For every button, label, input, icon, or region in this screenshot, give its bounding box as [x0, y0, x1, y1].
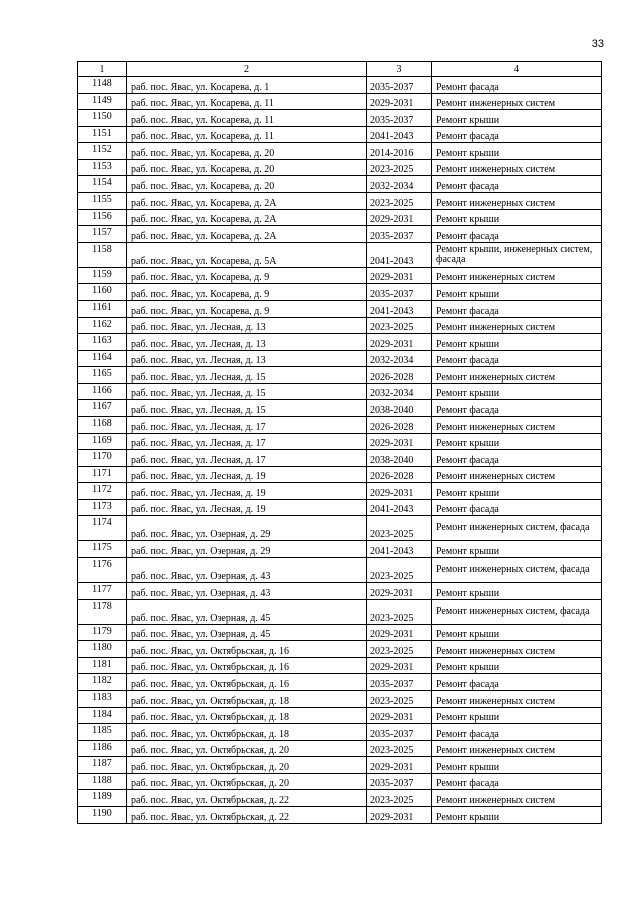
row-number-cell: 1150 [78, 110, 127, 127]
address-cell: раб. пос. Явас, ул. Озерная, д. 43 [127, 583, 367, 600]
address-cell: раб. пос. Явас, ул. Октябрьская, д. 18 [127, 707, 367, 724]
table-row [78, 724, 602, 741]
work-type-cell: Ремонт инженерных систем [432, 93, 602, 110]
work-type-cell: Ремонт фасада [432, 77, 602, 94]
years-cell: 2035-2037 [367, 724, 432, 741]
row-number-cell: 1161 [78, 300, 127, 317]
work-type-cell: Ремонт крыши [432, 806, 602, 823]
work-type-cell: Ремонт крыши [432, 209, 602, 226]
years-cell: 2023-2025 [367, 690, 432, 707]
table-row [78, 707, 602, 724]
table-row [78, 176, 602, 193]
row-number-cell: 1163 [78, 334, 127, 351]
years-cell: 2029-2031 [367, 757, 432, 774]
row-number-cell: 1173 [78, 499, 127, 516]
years-cell: 2029-2031 [367, 806, 432, 823]
table-row [78, 159, 602, 176]
row-number-cell: 1185 [78, 724, 127, 741]
address-cell: раб. пос. Явас, ул. Косарева, д. 9 [127, 284, 367, 301]
address-cell: раб. пос. Явас, ул. Косарева, д. 2А [127, 193, 367, 210]
years-cell: 2026-2028 [367, 466, 432, 483]
row-number-cell: 1154 [78, 176, 127, 193]
table-row [78, 433, 602, 450]
table-row [78, 466, 602, 483]
address-cell: раб. пос. Явас, ул. Лесная, д. 13 [127, 334, 367, 351]
table-row [78, 226, 602, 243]
work-type-cell: Ремонт инженерных систем [432, 690, 602, 707]
row-number-cell: 1153 [78, 159, 127, 176]
years-cell: 2032-2034 [367, 383, 432, 400]
years-cell: 2023-2025 [367, 516, 432, 541]
years-cell: 2023-2025 [367, 558, 432, 583]
row-number-cell: 1187 [78, 757, 127, 774]
work-type-cell: Ремонт инженерных систем [432, 641, 602, 658]
work-type-cell: Ремонт фасада [432, 226, 602, 243]
years-cell: 2035-2037 [367, 77, 432, 94]
years-cell: 2041-2043 [367, 300, 432, 317]
years-cell: 2029-2031 [367, 93, 432, 110]
work-type-cell: Ремонт крыши [432, 143, 602, 160]
work-type-cell: Ремонт фасада [432, 773, 602, 790]
row-number-cell: 1168 [78, 416, 127, 433]
address-cell: раб. пос. Явас, ул. Лесная, д. 17 [127, 433, 367, 450]
address-cell: раб. пос. Явас, ул. Косарева, д. 11 [127, 93, 367, 110]
row-number-cell: 1180 [78, 641, 127, 658]
years-cell: 2032-2034 [367, 176, 432, 193]
years-cell: 2029-2031 [367, 707, 432, 724]
work-type-cell: Ремонт инженерных систем [432, 416, 602, 433]
address-cell: раб. пос. Явас, ул. Озерная, д. 45 [127, 599, 367, 624]
address-cell: раб. пос. Явас, ул. Октябрьская, д. 18 [127, 724, 367, 741]
address-cell: раб. пос. Явас, ул. Лесная, д. 13 [127, 317, 367, 334]
address-cell: раб. пос. Явас, ул. Лесная, д. 15 [127, 367, 367, 384]
table-row [78, 242, 602, 267]
work-type-cell: Ремонт крыши [432, 707, 602, 724]
work-type-cell: Ремонт фасада [432, 126, 602, 143]
years-cell: 2023-2025 [367, 193, 432, 210]
row-number-cell: 1166 [78, 383, 127, 400]
address-cell: раб. пос. Явас, ул. Косарева, д. 9 [127, 300, 367, 317]
address-cell: раб. пос. Явас, ул. Октябрьская, д. 16 [127, 674, 367, 691]
work-type-cell: Ремонт фасада [432, 400, 602, 417]
address-cell: раб. пос. Явас, ул. Озерная, д. 43 [127, 558, 367, 583]
years-cell: 2029-2031 [367, 334, 432, 351]
address-cell: раб. пос. Явас, ул. Лесная, д. 15 [127, 400, 367, 417]
row-number-cell: 1160 [78, 284, 127, 301]
address-cell: раб. пос. Явас, ул. Октябрьская, д. 18 [127, 690, 367, 707]
column-header-3: 3 [367, 62, 432, 77]
table-row [78, 674, 602, 691]
row-number-cell: 1158 [78, 242, 127, 267]
table-row [78, 367, 602, 384]
row-number-cell: 1178 [78, 599, 127, 624]
address-cell: раб. пос. Явас, ул. Октябрьская, д. 16 [127, 657, 367, 674]
address-cell: раб. пос. Явас, ул. Октябрьская, д. 22 [127, 790, 367, 807]
work-type-cell: Ремонт инженерных систем, фасада [432, 516, 602, 541]
years-cell: 2041-2043 [367, 499, 432, 516]
work-type-cell: Ремонт инженерных систем, фасада [432, 599, 602, 624]
address-cell: раб. пос. Явас, ул. Лесная, д. 17 [127, 450, 367, 467]
column-header-1: 1 [78, 62, 127, 77]
address-cell: раб. пос. Явас, ул. Озерная, д. 45 [127, 624, 367, 641]
table-row [78, 757, 602, 774]
table-row [78, 93, 602, 110]
table-row [78, 516, 602, 541]
work-type-cell: Ремонт крыши [432, 433, 602, 450]
row-number-cell: 1156 [78, 209, 127, 226]
table-row [78, 624, 602, 641]
column-header-2: 2 [127, 62, 367, 77]
row-number-cell: 1155 [78, 193, 127, 210]
years-cell: 2026-2028 [367, 367, 432, 384]
row-number-cell: 1171 [78, 466, 127, 483]
table-row [78, 334, 602, 351]
years-cell: 2029-2031 [367, 483, 432, 500]
years-cell: 2035-2037 [367, 226, 432, 243]
table-row [78, 499, 602, 516]
address-cell: раб. пос. Явас, ул. Косарева, д. 11 [127, 110, 367, 127]
address-cell: раб. пос. Явас, ул. Октябрьская, д. 20 [127, 757, 367, 774]
table-row [78, 641, 602, 658]
table-row [78, 400, 602, 417]
address-cell: раб. пос. Явас, ул. Октябрьская, д. 20 [127, 773, 367, 790]
row-number-cell: 1167 [78, 400, 127, 417]
work-type-cell: Ремонт инженерных систем [432, 790, 602, 807]
work-type-cell: Ремонт крыши [432, 624, 602, 641]
address-cell: раб. пос. Явас, ул. Косарева, д. 11 [127, 126, 367, 143]
row-number-cell: 1170 [78, 450, 127, 467]
years-cell: 2041-2043 [367, 242, 432, 267]
address-cell: раб. пос. Явас, ул. Октябрьская, д. 22 [127, 806, 367, 823]
row-number-cell: 1162 [78, 317, 127, 334]
years-cell: 2035-2037 [367, 110, 432, 127]
address-cell: раб. пос. Явас, ул. Лесная, д. 17 [127, 416, 367, 433]
work-type-cell: Ремонт крыши [432, 583, 602, 600]
work-type-cell: Ремонт крыши [432, 483, 602, 500]
table-row [78, 300, 602, 317]
years-cell: 2023-2025 [367, 740, 432, 757]
work-type-cell: Ремонт фасада [432, 450, 602, 467]
address-cell: раб. пос. Явас, ул. Лесная, д. 15 [127, 383, 367, 400]
table-row [78, 284, 602, 301]
row-number-cell: 1190 [78, 806, 127, 823]
table-row [78, 541, 602, 558]
table-row [78, 558, 602, 583]
work-type-cell: Ремонт крыши [432, 110, 602, 127]
row-number-cell: 1182 [78, 674, 127, 691]
work-type-cell: Ремонт крыши [432, 657, 602, 674]
row-number-cell: 1184 [78, 707, 127, 724]
address-cell: раб. пос. Явас, ул. Октябрьская, д. 20 [127, 740, 367, 757]
years-cell: 2035-2037 [367, 284, 432, 301]
years-cell: 2029-2031 [367, 583, 432, 600]
work-type-cell: Ремонт крыши, инженерных систем, фасада [432, 242, 602, 267]
years-cell: 2041-2043 [367, 541, 432, 558]
address-cell: раб. пос. Явас, ул. Косарева, д. 2А [127, 226, 367, 243]
row-number-cell: 1151 [78, 126, 127, 143]
row-number-cell: 1174 [78, 516, 127, 541]
years-cell: 2035-2037 [367, 674, 432, 691]
table-row [78, 483, 602, 500]
table-row [78, 657, 602, 674]
page-number: 33 [591, 38, 604, 50]
work-type-cell: Ремонт крыши [432, 383, 602, 400]
years-cell: 2023-2025 [367, 790, 432, 807]
row-number-cell: 1164 [78, 350, 127, 367]
row-number-cell: 1176 [78, 558, 127, 583]
row-number-cell: 1149 [78, 93, 127, 110]
table-row [78, 383, 602, 400]
table-row [78, 193, 602, 210]
row-number-cell: 1165 [78, 367, 127, 384]
row-number-cell: 1186 [78, 740, 127, 757]
column-header-4: 4 [432, 62, 602, 77]
work-type-cell: Ремонт крыши [432, 757, 602, 774]
address-cell: раб. пос. Явас, ул. Косарева, д. 20 [127, 159, 367, 176]
repair-schedule-table [77, 61, 602, 824]
address-cell: раб. пос. Явас, ул. Косарева, д. 9 [127, 267, 367, 284]
years-cell: 2023-2025 [367, 317, 432, 334]
work-type-cell: Ремонт инженерных систем [432, 466, 602, 483]
row-number-cell: 1169 [78, 433, 127, 450]
row-number-cell: 1159 [78, 267, 127, 284]
work-type-cell: Ремонт крыши [432, 284, 602, 301]
table-row [78, 350, 602, 367]
address-cell: раб. пос. Явас, ул. Лесная, д. 19 [127, 483, 367, 500]
row-number-cell: 1177 [78, 583, 127, 600]
work-type-cell: Ремонт фасада [432, 724, 602, 741]
table-row [78, 599, 602, 624]
row-number-cell: 1183 [78, 690, 127, 707]
table-row [78, 806, 602, 823]
row-number-cell: 1188 [78, 773, 127, 790]
years-cell: 2035-2037 [367, 773, 432, 790]
row-number-cell: 1179 [78, 624, 127, 641]
table-row [78, 317, 602, 334]
years-cell: 2023-2025 [367, 159, 432, 176]
years-cell: 2029-2031 [367, 624, 432, 641]
row-number-cell: 1172 [78, 483, 127, 500]
address-cell: раб. пос. Явас, ул. Озерная, д. 29 [127, 516, 367, 541]
years-cell: 2026-2028 [367, 416, 432, 433]
table-row [78, 77, 602, 94]
address-cell: раб. пос. Явас, ул. Косарева, д. 20 [127, 176, 367, 193]
years-cell: 2014-2016 [367, 143, 432, 160]
table-row [78, 583, 602, 600]
header-row [78, 62, 602, 77]
address-cell: раб. пос. Явас, ул. Озерная, д. 29 [127, 541, 367, 558]
work-type-cell: Ремонт инженерных систем [432, 193, 602, 210]
years-cell: 2041-2043 [367, 126, 432, 143]
work-type-cell: Ремонт инженерных систем [432, 159, 602, 176]
years-cell: 2023-2025 [367, 599, 432, 624]
years-cell: 2029-2031 [367, 433, 432, 450]
years-cell: 2029-2031 [367, 267, 432, 284]
row-number-cell: 1189 [78, 790, 127, 807]
table-row [78, 143, 602, 160]
table-row [78, 209, 602, 226]
row-number-cell: 1157 [78, 226, 127, 243]
years-cell: 2023-2025 [367, 641, 432, 658]
work-type-cell: Ремонт инженерных систем [432, 740, 602, 757]
row-number-cell: 1175 [78, 541, 127, 558]
table-row [78, 790, 602, 807]
years-cell: 2032-2034 [367, 350, 432, 367]
table-row [78, 110, 602, 127]
years-cell: 2029-2031 [367, 657, 432, 674]
years-cell: 2038-2040 [367, 400, 432, 417]
work-type-cell: Ремонт крыши [432, 334, 602, 351]
address-cell: раб. пос. Явас, ул. Лесная, д. 19 [127, 499, 367, 516]
work-type-cell: Ремонт фасада [432, 350, 602, 367]
table-row [78, 773, 602, 790]
address-cell: раб. пос. Явас, ул. Косарева, д. 5А [127, 242, 367, 267]
address-cell: раб. пос. Явас, ул. Косарева, д. 1 [127, 77, 367, 94]
work-type-cell: Ремонт инженерных систем, фасада [432, 558, 602, 583]
address-cell: раб. пос. Явас, ул. Косарева, д. 2А [127, 209, 367, 226]
table-row [78, 450, 602, 467]
years-cell: 2029-2031 [367, 209, 432, 226]
work-type-cell: Ремонт крыши [432, 541, 602, 558]
table-row [78, 416, 602, 433]
table-header [78, 62, 602, 77]
table-row [78, 740, 602, 757]
table-row [78, 126, 602, 143]
row-number-cell: 1181 [78, 657, 127, 674]
work-type-cell: Ремонт инженерных систем [432, 317, 602, 334]
work-type-cell: Ремонт фасада [432, 300, 602, 317]
years-cell: 2038-2040 [367, 450, 432, 467]
table-body [78, 77, 602, 824]
address-cell: раб. пос. Явас, ул. Лесная, д. 19 [127, 466, 367, 483]
work-type-cell: Ремонт фасада [432, 176, 602, 193]
work-type-cell: Ремонт фасада [432, 499, 602, 516]
table-row [78, 690, 602, 707]
work-type-cell: Ремонт фасада [432, 674, 602, 691]
row-number-cell: 1148 [78, 77, 127, 94]
table-row [78, 267, 602, 284]
work-type-cell: Ремонт инженерных систем [432, 267, 602, 284]
work-type-cell: Ремонт инженерных систем [432, 367, 602, 384]
address-cell: раб. пос. Явас, ул. Косарева, д. 20 [127, 143, 367, 160]
address-cell: раб. пос. Явас, ул. Лесная, д. 13 [127, 350, 367, 367]
address-cell: раб. пос. Явас, ул. Октябрьская, д. 16 [127, 641, 367, 658]
row-number-cell: 1152 [78, 143, 127, 160]
